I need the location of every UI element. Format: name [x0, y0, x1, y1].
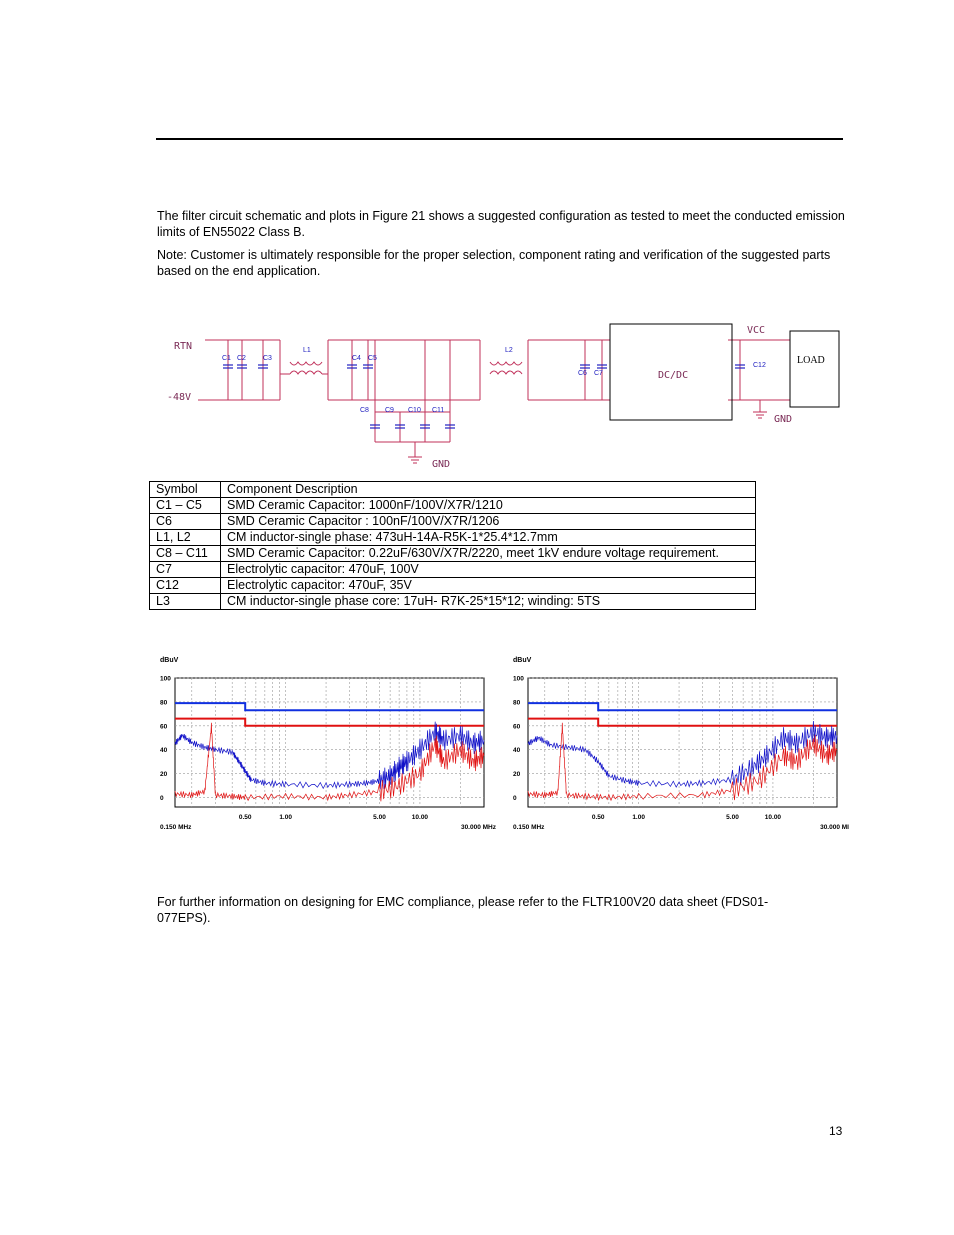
- table-row: [150, 594, 756, 610]
- header-rule: [156, 138, 843, 140]
- y-tick-label: 20: [513, 771, 521, 779]
- c7-label: C7: [594, 370, 603, 377]
- y-tick-label: 0: [513, 794, 517, 802]
- symbol-cell: C12: [150, 578, 221, 594]
- symbol-cell: L1, L2: [150, 530, 221, 546]
- description-cell: CM inductor-single phase core: 17uH- R7K-25*15*12; winding: 5TS: [221, 594, 756, 610]
- load-label: LOAD: [797, 355, 825, 366]
- gnd-right-label: GND: [774, 414, 793, 425]
- dcdc-label: DC/DC: [658, 370, 689, 381]
- c8-label: C8: [360, 407, 369, 414]
- filter-schematic: [150, 312, 850, 477]
- intro-paragraph: The filter circuit schematic and plots in Figure 21 shows a suggested configuration as tested to meet the conducted emission limits of EN55022 Class B.: [157, 209, 845, 239]
- c5-label: C5: [368, 355, 377, 362]
- c9-label: C9: [385, 407, 394, 414]
- load-box: [790, 331, 839, 407]
- y-axis-title: dBuV: [513, 657, 532, 664]
- y-tick-label: 60: [160, 723, 168, 731]
- l1-label: L1: [303, 347, 311, 354]
- y-tick-label: 40: [513, 747, 521, 755]
- closing-paragraph: For further information on designing for EMC compliance, please refer to the FLTR100V20 data sheet (FDS01-077EPS).: [157, 895, 769, 925]
- y-tick-label: 100: [160, 675, 171, 683]
- table-row: [150, 514, 756, 530]
- c10-label: C10: [408, 407, 421, 414]
- x-tick-label: 10.00: [764, 814, 782, 821]
- table-row: [150, 562, 756, 578]
- description-cell: Electrolytic capacitor: 470uF, 35V: [221, 578, 756, 594]
- symbol-cell: C1 – C5: [150, 498, 221, 514]
- x-tick-label: 5.00: [726, 814, 739, 821]
- x-tick-label: 10.00: [411, 814, 429, 821]
- description-cell: SMD Ceramic Capacitor : 100nF/100V/X7R/1206: [221, 514, 756, 530]
- c1-label: C1: [222, 355, 231, 362]
- y-tick-label: 80: [513, 699, 521, 707]
- y-tick-label: 20: [160, 771, 168, 779]
- table-row: [150, 498, 756, 514]
- c3-label: C3: [263, 355, 272, 362]
- emc-plot-left: [158, 652, 498, 837]
- symbol-cell: C8 – C11: [150, 546, 221, 562]
- x-start-label: 0.150 MHz: [160, 824, 192, 831]
- description-cell: SMD Ceramic Capacitor: 0.22uF/630V/X7R/2220, meet 1kV endure voltage requirement.: [221, 546, 756, 562]
- y-tick-label: 80: [160, 699, 168, 707]
- l2-label: L2: [505, 347, 513, 354]
- y-tick-label: 100: [513, 675, 524, 683]
- neg48-label: -48V: [167, 392, 192, 403]
- component-table: [149, 481, 756, 610]
- description-cell: SMD Ceramic Capacitor: 1000nF/100V/X7R/1210: [221, 498, 756, 514]
- page-number: 13: [829, 1124, 843, 1138]
- x-end-label: 30.000 MHz: [460, 824, 496, 831]
- gnd-bottom-label: GND: [432, 459, 451, 470]
- rtn-label: RTN: [174, 341, 193, 352]
- symbol-cell: L3: [150, 594, 221, 610]
- header-description: Component Description: [221, 482, 756, 498]
- emc-plot-right: [511, 652, 851, 837]
- vcc-label: VCC: [747, 325, 766, 336]
- table-row: [150, 530, 756, 546]
- y-tick-label: 0: [160, 794, 164, 802]
- y-tick-label: 60: [513, 723, 521, 731]
- y-tick-label: 40: [160, 747, 168, 755]
- c6-label: C6: [578, 370, 587, 377]
- description-cell: CM inductor-single phase: 473uH-14A-R5K-1*25.4*12.7mm: [221, 530, 756, 546]
- x-end-label: 30.000 MI: [820, 824, 849, 831]
- symbol-cell: C6: [150, 514, 221, 530]
- c4-label: C4: [352, 355, 361, 362]
- symbol-cell: C7: [150, 562, 221, 578]
- table-row: [150, 578, 756, 594]
- x-tick-label: 0.50: [591, 814, 605, 821]
- c12-label: C12: [753, 362, 766, 369]
- table-header-row: [150, 482, 756, 498]
- note-paragraph: Note: Customer is ultimately responsible for the proper selection, component rating and verification of the suggested parts based on the end application.: [157, 248, 831, 278]
- y-axis-title: dBuV: [160, 657, 179, 664]
- x-tick-label: 1.00: [279, 814, 292, 821]
- c11-label: C11: [432, 407, 445, 414]
- header-symbol: Symbol: [150, 482, 221, 498]
- x-tick-label: 1.00: [632, 814, 645, 821]
- description-cell: Electrolytic capacitor: 470uF, 100V: [221, 562, 756, 578]
- c2-label: C2: [237, 355, 246, 362]
- table-row: [150, 546, 756, 562]
- x-tick-label: 5.00: [373, 814, 386, 821]
- x-tick-label: 0.50: [238, 814, 252, 821]
- x-start-label: 0.150 MHz: [513, 824, 545, 831]
